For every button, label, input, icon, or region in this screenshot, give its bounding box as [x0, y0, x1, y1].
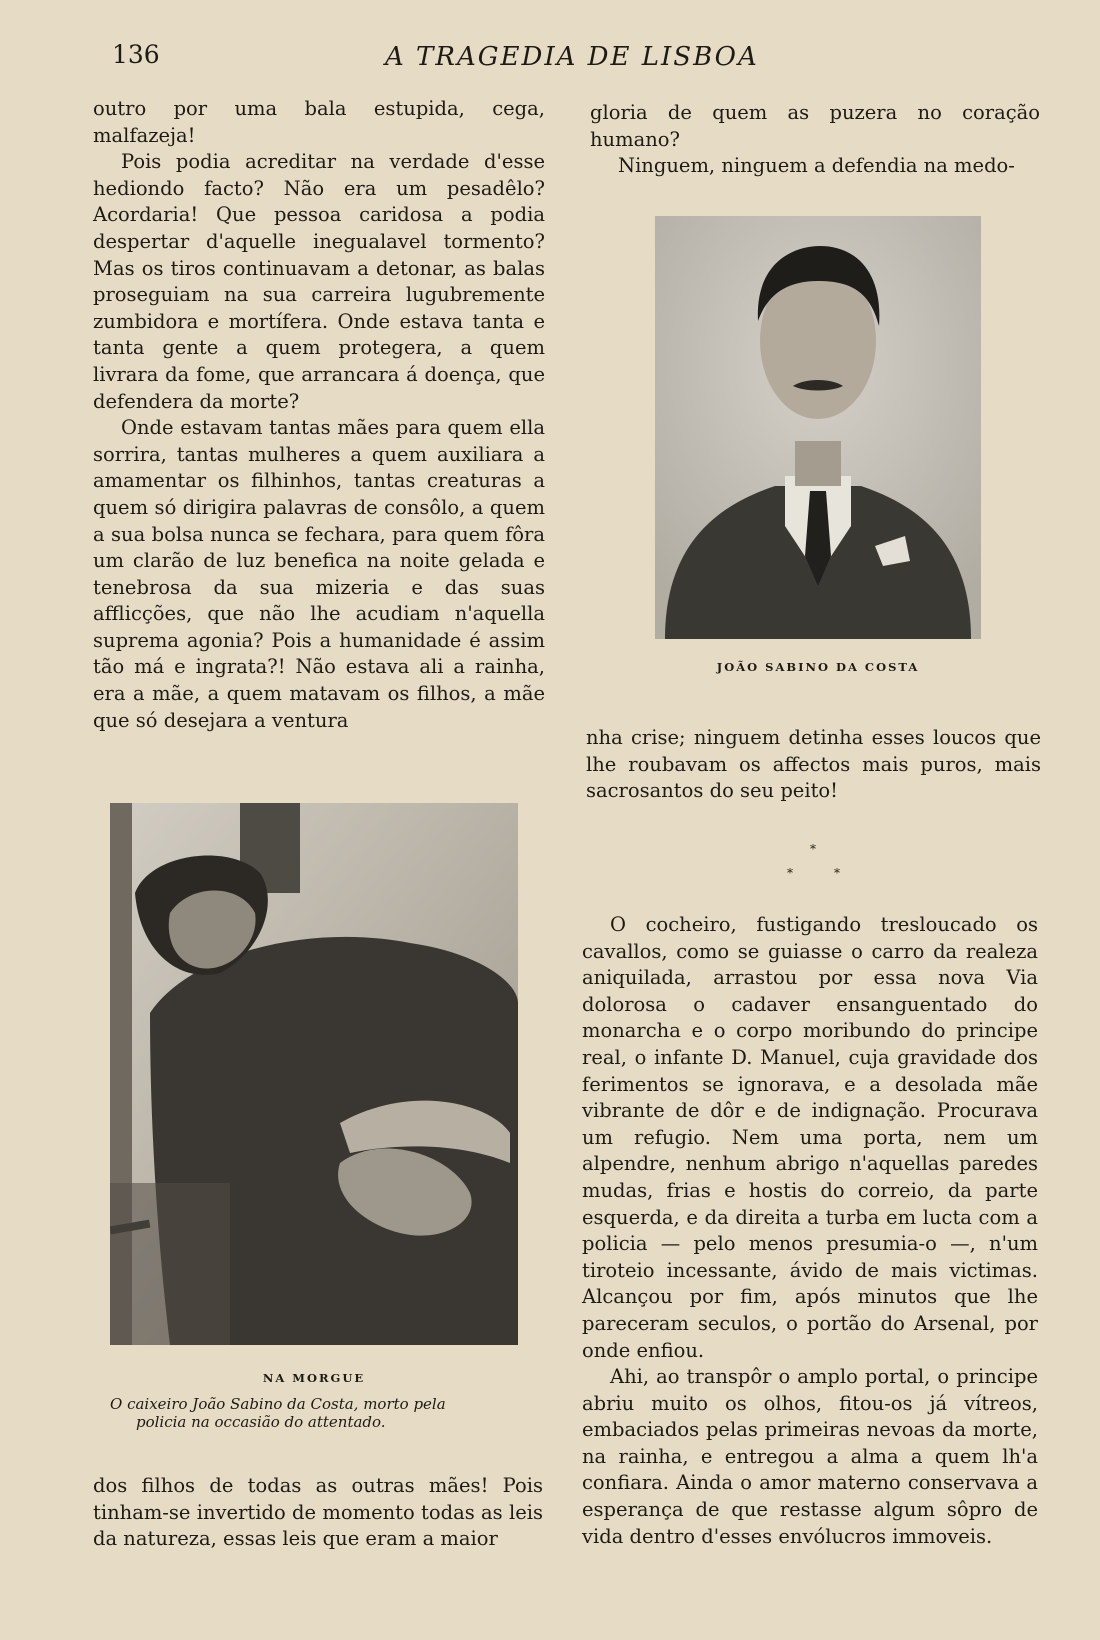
- portrait-caption: JOÃO SABINO DA COSTA: [716, 660, 920, 674]
- paragraph: Onde estavam tantas mães para quem ella sorrira, tantas mulheres a quem auxiliara a amamentar os filhinhos, tantas creaturas a quem só dirigira palavras de consôlo, a quem a sua bolsa nunca se fechara, para quem fôra um clarão de luz benefica na noite gelada e tenebrosa da sua mizeria e das suas afflicções, que não lhe acudiam n'aquella suprema agonia? Pois a humanidade é assim tão má e ingrata?! Não estava ali a rainha, era a mãe, a quem matavam os filhos, a mãe que só desejara a ventura: [93, 416, 545, 732]
- paragraph: Ninguem, ninguem a defendia na medo-: [618, 154, 1015, 178]
- paragraph: dos filhos de todas as outras mães! Pois tinham-se invertido de momento todas as leis da natureza, essas leis que eram a maior: [93, 1474, 543, 1551]
- running-title: A TRAGEDIA DE LISBOA: [385, 42, 759, 72]
- column-left-top: [93, 96, 545, 734]
- section-break-star: *: [810, 842, 816, 856]
- morgue-photo: [110, 803, 518, 1345]
- section-break-star: *: [787, 866, 793, 880]
- paragraph: Ahi, ao transpôr o amplo portal, o principe abriu muito os olhos, fitou-os já vítreos, embaciados pelas primeiras nevoas da morte, na rainha, e entregou a alma a quem lh'a confiara. Ainda o amor materno conservava a esperança de que restasse algum sôpro de vida dentro d'esses envólucros immoveis.: [582, 1365, 1038, 1548]
- column-right-mid: [586, 725, 1041, 805]
- section-break-star: *: [834, 866, 840, 880]
- portrait-photo: [655, 216, 981, 639]
- morgue-caption: [110, 1395, 522, 1431]
- column-right-top: [590, 100, 1040, 180]
- paragraph: nha crise; ninguem detinha esses loucos que lhe roubavam os affectos mais puros, mais sacrosantos do seu peito!: [586, 726, 1041, 803]
- paragraph: gloria de quem as puzera no coração humano?: [590, 101, 1040, 151]
- page-number: 136: [112, 40, 160, 69]
- paragraph: Pois podia acreditar na verdade d'esse hediondo facto? Não era um pesadêlo? Acordaria! Que pessoa caridosa a podia despertar d'aquelle inegualavel tormento? Mas os tiros continuavam a detonar, as balas proseguiam na sua carreira lugubremente zumbidora e mortífera. Onde estava tanta e tanta gente a quem protegera, a quem livrara da fome, que arrancara á doença, que defendera da morte?: [93, 150, 545, 413]
- paragraph: outro por uma bala estupida, cega, malfazeja!: [93, 97, 545, 147]
- morgue-caption-title: NA MORGUE: [262, 1371, 366, 1385]
- column-left-bottom: [93, 1473, 543, 1553]
- morgue-caption-line: O caixeiro João Sabino da Costa, morto pela: [110, 1395, 446, 1413]
- paragraph: O cocheiro, fustigando tresloucado os cavallos, como se guiasse o carro da realeza aniquilada, arrastou por essa nova Via dolorosa o cadaver ensanguentado do monarcha e o corpo moribundo do principe real, o infante D. Manuel, cuja gravidade dos ferimentos se ignorava, e a desolada mãe vibrante de dôr e de indignação. Procurava um refugio. Nem uma porta, nem um alpendre, nenhum abrigo n'aquellas paredes mudas, frias e hostis do correio, da parte esquerda, e da direita a turba em lucta com a policia — pelo menos presumia-o —, n'um tiroteio incessante, ávido de mais victimas. Alcançou por fim, após minutos que lhe pareceram seculos, o portão do Arsenal, por onde enfiou.: [582, 913, 1038, 1362]
- column-right-bottom: [582, 912, 1038, 1550]
- morgue-caption-line: policia na occasião do attentado.: [136, 1413, 386, 1431]
